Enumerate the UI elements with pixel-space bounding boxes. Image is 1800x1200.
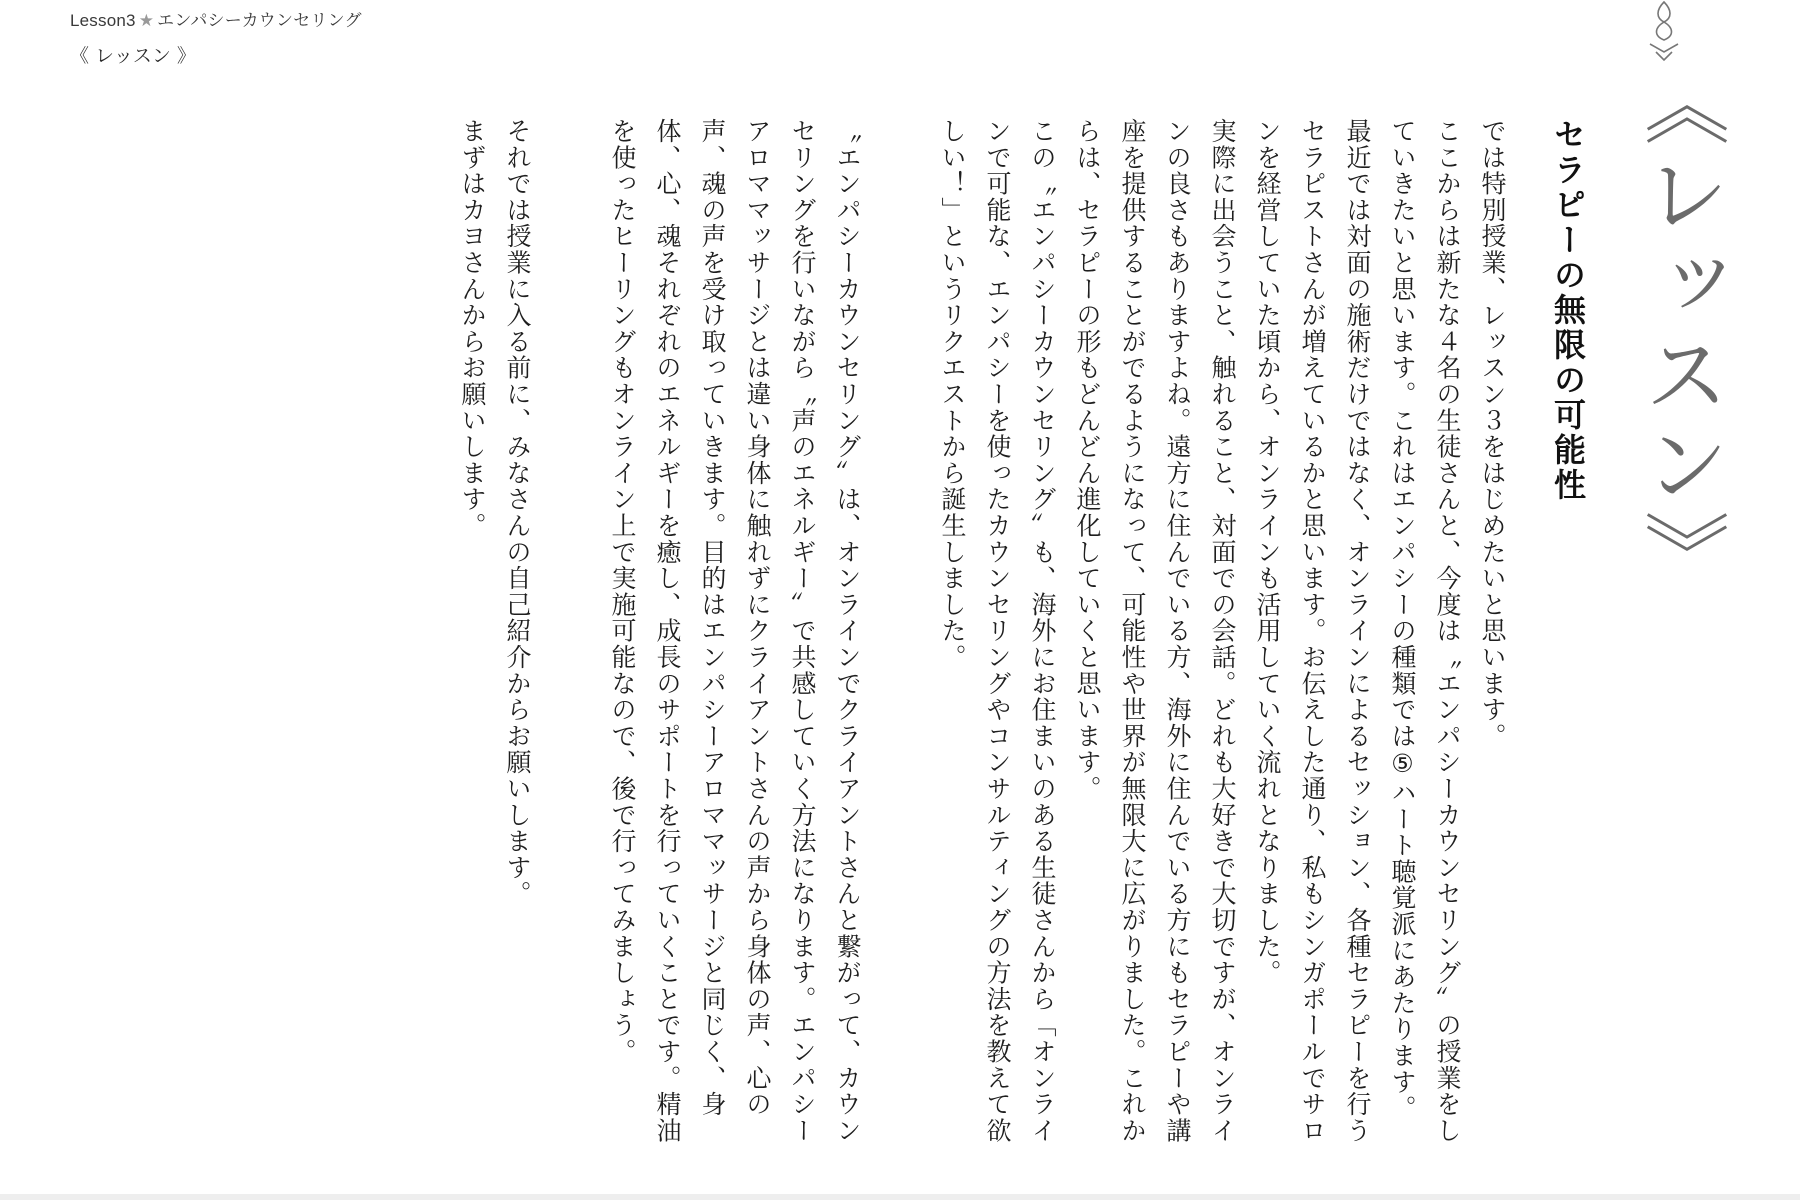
lesson-code: Lesson3 — [70, 11, 136, 30]
ornament-icon — [1646, 0, 1682, 62]
paragraph-gap — [870, 118, 930, 1168]
lesson-title: エンパシーカウンセリング — [157, 11, 362, 31]
paragraph: 最近では対面の施術だけではなく、オンラインによるセッション、各種セラピーを行うセラピストさんが増えているかと思います。お伝えした通り、私もシンガポールでサロンを経営していた頃から、オンラインも活用していく流れとなりました。 — [1253, 118, 1372, 1144]
paragraph: それでは授業に入る前に、みなさんの自己紹介からお願いします。 — [503, 118, 532, 907]
paragraph: 実際に出会うこと、触れること、対面での会話。どれも大好きで大切ですが、オンラインの良さもありますよね。遠方に住んでいる方、海外に住んでいる方にもセラピーや講座を提供することがでるようになって、可能性や世界が無限大に広がりました。これからは、セラピーの形もどんどん進化していくと思います。 — [1073, 118, 1237, 1144]
running-head — [70, 6, 362, 31]
section-label: 《 レッスン 》 — [70, 45, 196, 67]
paragraph: まずはカヨさんからお願いします。 — [458, 118, 487, 539]
article-heading: セラピーの無限の可能性 — [1549, 118, 1587, 503]
paragraph: この〝エンパシーカウンセリング〟も、海外にお住まいのある生徒さんから「オンラインで可能な、エンパシーを使ったカウンセリングやコンサルティングの方法を教えて欲しい！」というリクエストから誕生しました。 — [938, 118, 1057, 1144]
star-icon: ★ — [138, 11, 155, 31]
running-header — [70, 6, 362, 68]
paragraph: では特別授業、レッスン３をはじめたいと思います。 — [1478, 118, 1507, 750]
paragraph-gap — [540, 118, 600, 1168]
page-bottom-divider — [0, 1194, 1800, 1200]
paragraph: 〝エンパシーカウンセリング〟は、オンラインでクライアントさんと繋がって、カウンセリングを行いながら〝声のエネルギー〟で共感していく方法になります。エンパシーアロママッサージとは違い身体に触れずにクライアントさんの声から身体の声、心の声、魂の声を受け取っていきます。目的はエンパシーアロママッサージと同じく、身体、心、魂それぞれのエネルギーを癒し、成長のサポートを行っていくことです。精油を使ったヒーリングもオンライン上で実施可能なので、後で行ってみましょう。 — [608, 118, 862, 1144]
article-body — [450, 118, 1590, 1168]
paragraph: ここからは新たな４名の生徒さんと、今度は〝エンパシーカウンセリング〟の授業をしていきたいと思います。これはエンパシーの種類では⑤ハート聴覚派にあたります。 — [1388, 118, 1462, 1144]
chapter-title: 《レッスン》 — [1629, 60, 1729, 600]
